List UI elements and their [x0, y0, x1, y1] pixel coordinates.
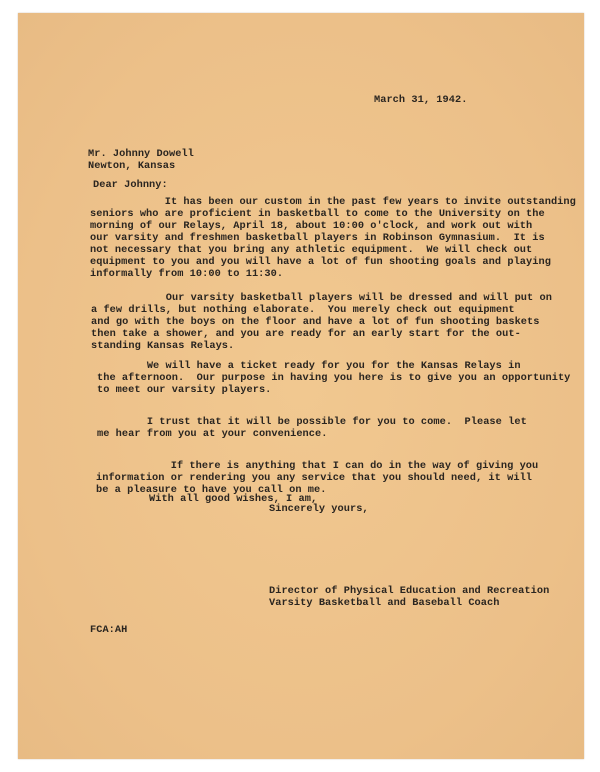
signature-title-1: Director of Physical Education and Recreation	[269, 585, 550, 597]
salutation: Dear Johnny:	[93, 179, 168, 191]
letter-page	[18, 13, 584, 759]
reference-initials: FCA:AH	[90, 624, 128, 636]
closing-line: With all good wishes, I am,	[149, 493, 318, 505]
body-paragraph-4: I trust that it will be possible for you to come. Please let me hear from you at your convenience.	[97, 416, 527, 441]
letter-date: March 31, 1942.	[374, 94, 468, 106]
signature-title-2: Varsity Basketball and Baseball Coach	[269, 597, 500, 609]
body-paragraph-1: It has been our custom in the past few years to invite outstanding seniors who are proficient in basketball to come to the University on the morning of our Relays, April 18, about 10:00 o'clock, and work out with our varsity and freshmen basketball players in Robinson Gymnasium. It is not necessary that you bring any athletic equipment. We will check out equipment to you and you will have a lot of fun shooting goals and playing informally from 10:00 to 11:30.	[90, 196, 576, 281]
body-paragraph-2: Our varsity basketball players will be dressed and will put on a few drills, but nothing elaborate. You merely check out equipment and go with the boys on the floor and have a lot of fun shooting baskets then take a shower, and you are ready for an early start for the out- standing Kansas Relays.	[91, 292, 552, 353]
complimentary-close: Sincerely yours,	[269, 503, 369, 515]
body-paragraph-3: We will have a ticket ready for you for the Kansas Relays in the afternoon. Our purpose in having you here is to give you an opportunity to meet our varsity players.	[97, 360, 571, 397]
recipient-city: Newton, Kansas	[88, 160, 176, 172]
body-paragraph-5: If there is anything that I can do in the way of giving you information or rendering you any service that you should need, it will be a pleasure to have you call on me.	[96, 460, 539, 497]
recipient-name: Mr. Johnny Dowell	[88, 148, 194, 160]
